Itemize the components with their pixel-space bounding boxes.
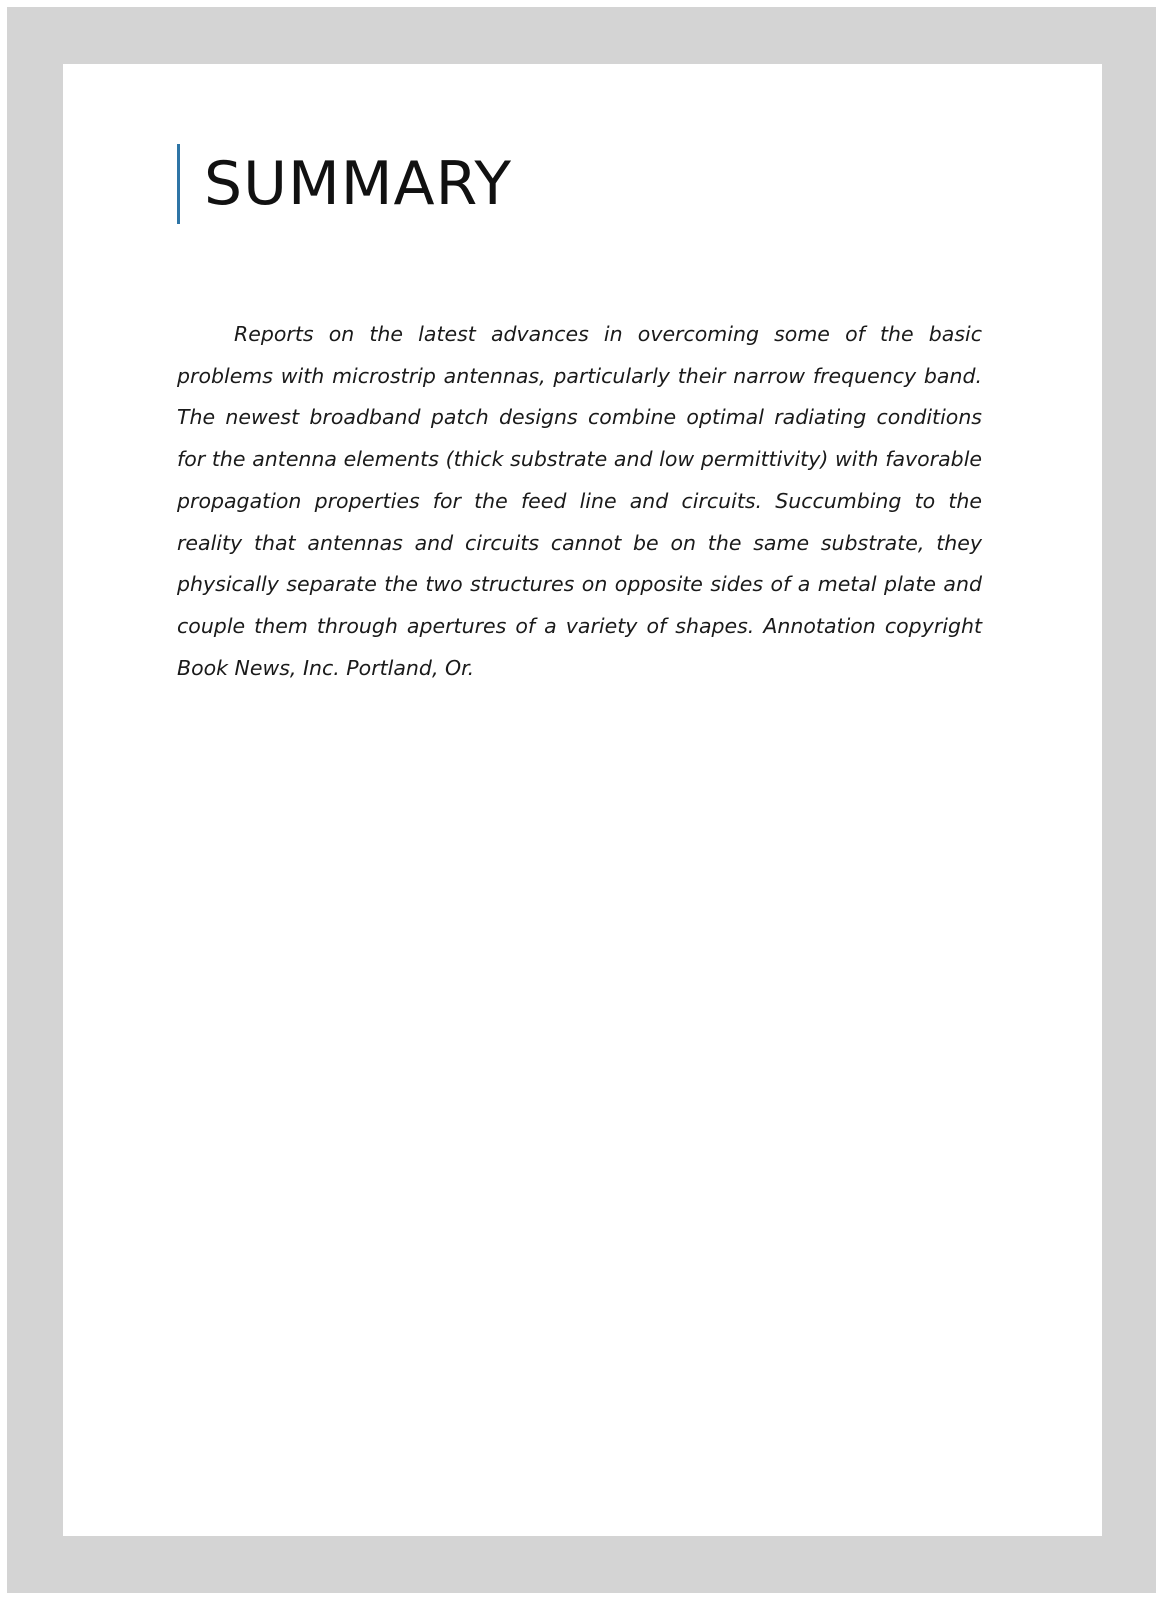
page-title: SUMMARY (204, 149, 513, 219)
title-accent-rule (177, 144, 180, 224)
summary-paragraph: Reports on the latest advances in overcoming some of the basic problems with microstrip antennas, particularly their narrow frequency band. The newest broadband patch designs combine optimal radiating conditions for the antenna elements (thick substrate and low permittivity) with favorable propagation properties for the feed line and circuits. Succumbing to the reality that antennas and circuits cannot be on the same substrate, they physically separate the two structures on opposite sides of a metal plate and couple them through apertures of a variety of shapes. Annotation copyright Book News, Inc. Portland, Or. (177, 322, 982, 680)
page-frame (7, 7, 1156, 1593)
document-page (63, 64, 1102, 1536)
title-block (177, 144, 512, 224)
